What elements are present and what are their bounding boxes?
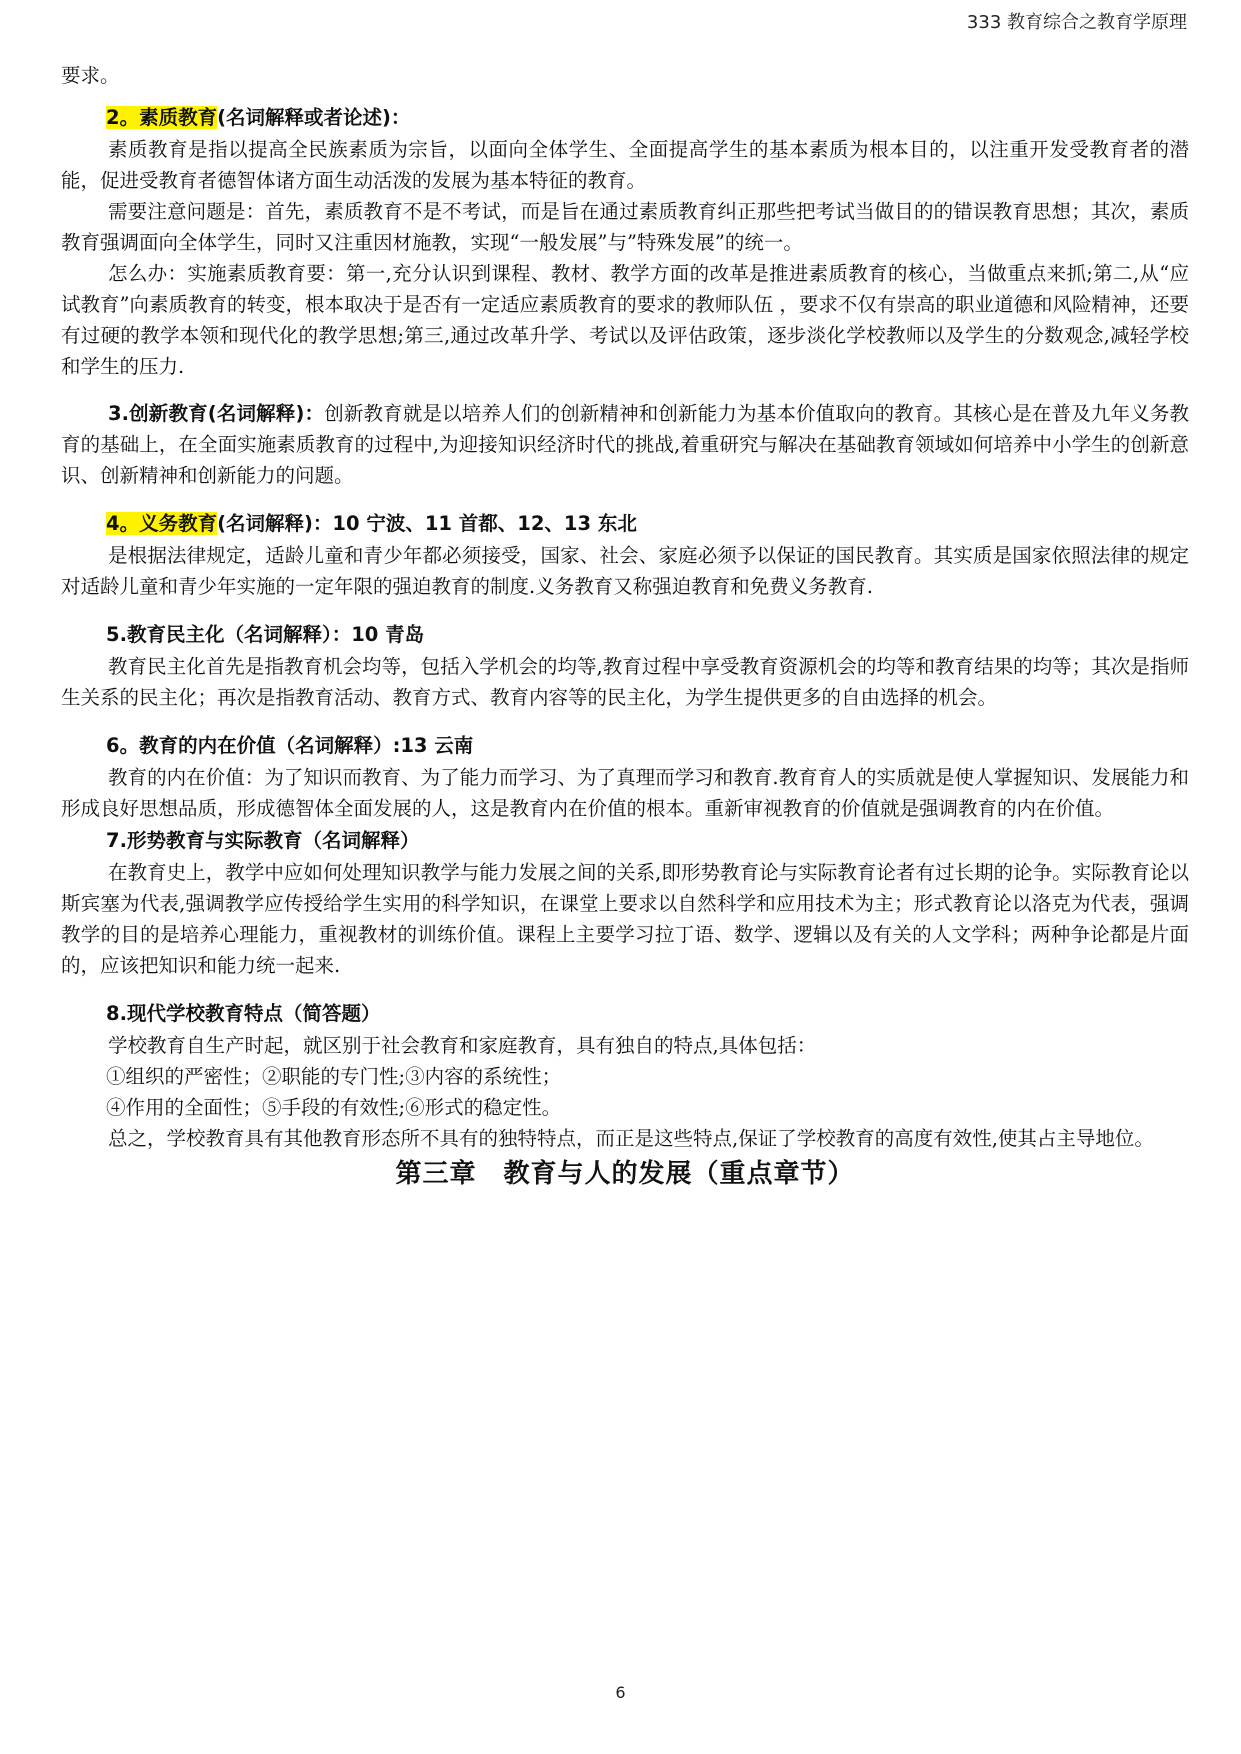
section-4-heading [61,507,1189,540]
section-6-heading: 6。教育的内在价值（名词解释）:13 云南 [106,734,474,757]
section-2-heading [61,101,1189,134]
section-7-heading: 7.形势教育与实际教育（名词解释） [106,829,420,852]
section-4-title: (名词解释)：10 宁波、11 首都、12、13 东北 [217,512,637,535]
section-2-para-2: 需要注意问题是：首先，素质教育不是不考试，而是旨在通过素质教育纠正那些把考试当做目的的错误教育思想；其次，素质教育强调面向全体学生，同时又注重因材施教，实现“一般发展”与”特殊发展”的统一。 [61,200,1189,254]
section-4-para-1: 是根据法律规定，适龄儿童和青少年都必须接受，国家、社会、家庭必须予以保证的国民教育。其实质是国家依照法律的规定对适龄儿童和青少年实施的一定年限的强迫教育的制度.义务教育又称强迫教育和免费义务教育. [61,544,1189,598]
section-8-heading: 8.现代学校教育特点（简答题） [106,1002,381,1025]
section-2-title: (名词解释或者论述)： [217,106,411,129]
section-7-para-1: 在教育史上，教学中应如何处理知识教学与能力发展之间的关系,即形势教育论与实际教育论者有过长期的论争。实际教育论以斯宾塞为代表,强调教学应传授给学生实用的科学知识，在课堂上要求以自然科学和应用技术为主；形式教育论以洛克为代表，强调教学的目的是培养心理能力，重视教材的训练价值。课程上主要学习拉丁语、数学、逻辑以及有关的人文学科；两种争论都是片面的，应该把知识和能力统一起来. [61,861,1189,977]
chapter-title: 第三章 教育与人的发展（重点章节） [395,1159,855,1189]
section-8-para-1: 学校教育自生产时起，就区别于社会教育和家庭教育，具有独自的特点,具体包括： [108,1034,817,1057]
page-header: 333 教育综合之教育学原理 [966,12,1187,33]
section-2-highlight: 2。素质教育 [106,106,218,129]
section-2-para-3: 怎么办：实施素质教育要：第一,充分认识到课程、教材、教学方面的改革是推进素质教育的核心，当做重点来抓;第二,从“应试教育”向素质教育的转变，根本取决于是否有一定适应素质教育的要求的教师队伍 ，要求不仅有崇高的职业道德和风险精神，还要有过硬的教学本领和现代化的教学思想;第三,通过改革升学、考试以及评估政策，逐步淡化学校教师以及学生的分数观念,减轻学校和学生的压力. [61,262,1189,378]
document-body [61,60,1189,1194]
section-2-para-1: 素质教育是指以提高全民族素质为宗旨，以面向全体学生、全面提高学生的基本素质为根本目的，以注重开发受教育者的潜能，促进受教育者德智体诸方面生动活泼的发展为基本特征的教育。 [61,138,1189,192]
page-number: 6 [615,1683,626,1702]
section-3-heading: 3.创新教育(名词解释)： [108,402,325,425]
section-8-list-2: ④作用的全面性；⑤手段的有效性;⑥形式的稳定性。 [106,1096,562,1119]
section-5-heading: 5.教育民主化（名词解释）：10 青岛 [106,623,425,646]
section-3-para [61,398,1189,491]
section-3-text: 创新教育就是以培养人们的创新精神和创新能力为基本价值取向的教育。其核心是在普及九年义务教育的基础上，在全面实施素质教育的过程中,为迎接知识经济时代的挑战,着重研究与解决在基础教育领域如何培养中小学生的创新意识、创新精神和创新能力的问题。 [61,402,1189,487]
section-8-para-2: 总之，学校教育具有其他教育形态所不具有的独特特点，而正是这些特点,保证了学校教育的高度有效性,使其占主导地位。 [108,1127,1154,1150]
section-5-para-1: 教育民主化首先是指教育机会均等，包括入学机会的均等,教育过程中享受教育资源机会的均等和教育结果的均等；其次是指师生关系的民主化；再次是指教育活动、教育方式、教育内容等的民主化，为学生提供更多的自由选择的机会。 [61,655,1189,709]
section-8-list-1: ①组织的严密性；②职能的专门性;③内容的系统性； [106,1065,562,1088]
section-4-highlight: 4。义务教育 [106,512,218,535]
intro-text: 要求。 [61,64,120,87]
section-6-para-1: 教育的内在价值：为了知识而教育、为了能力而学习、为了真理而学习和教育.教育育人的实质就是使人掌握知识、发展能力和形成良好思想品质，形成德智体全面发展的人，这是教育内在价值的根本。重新审视教育的价值就是强调教育的内在价值。 [61,766,1189,820]
